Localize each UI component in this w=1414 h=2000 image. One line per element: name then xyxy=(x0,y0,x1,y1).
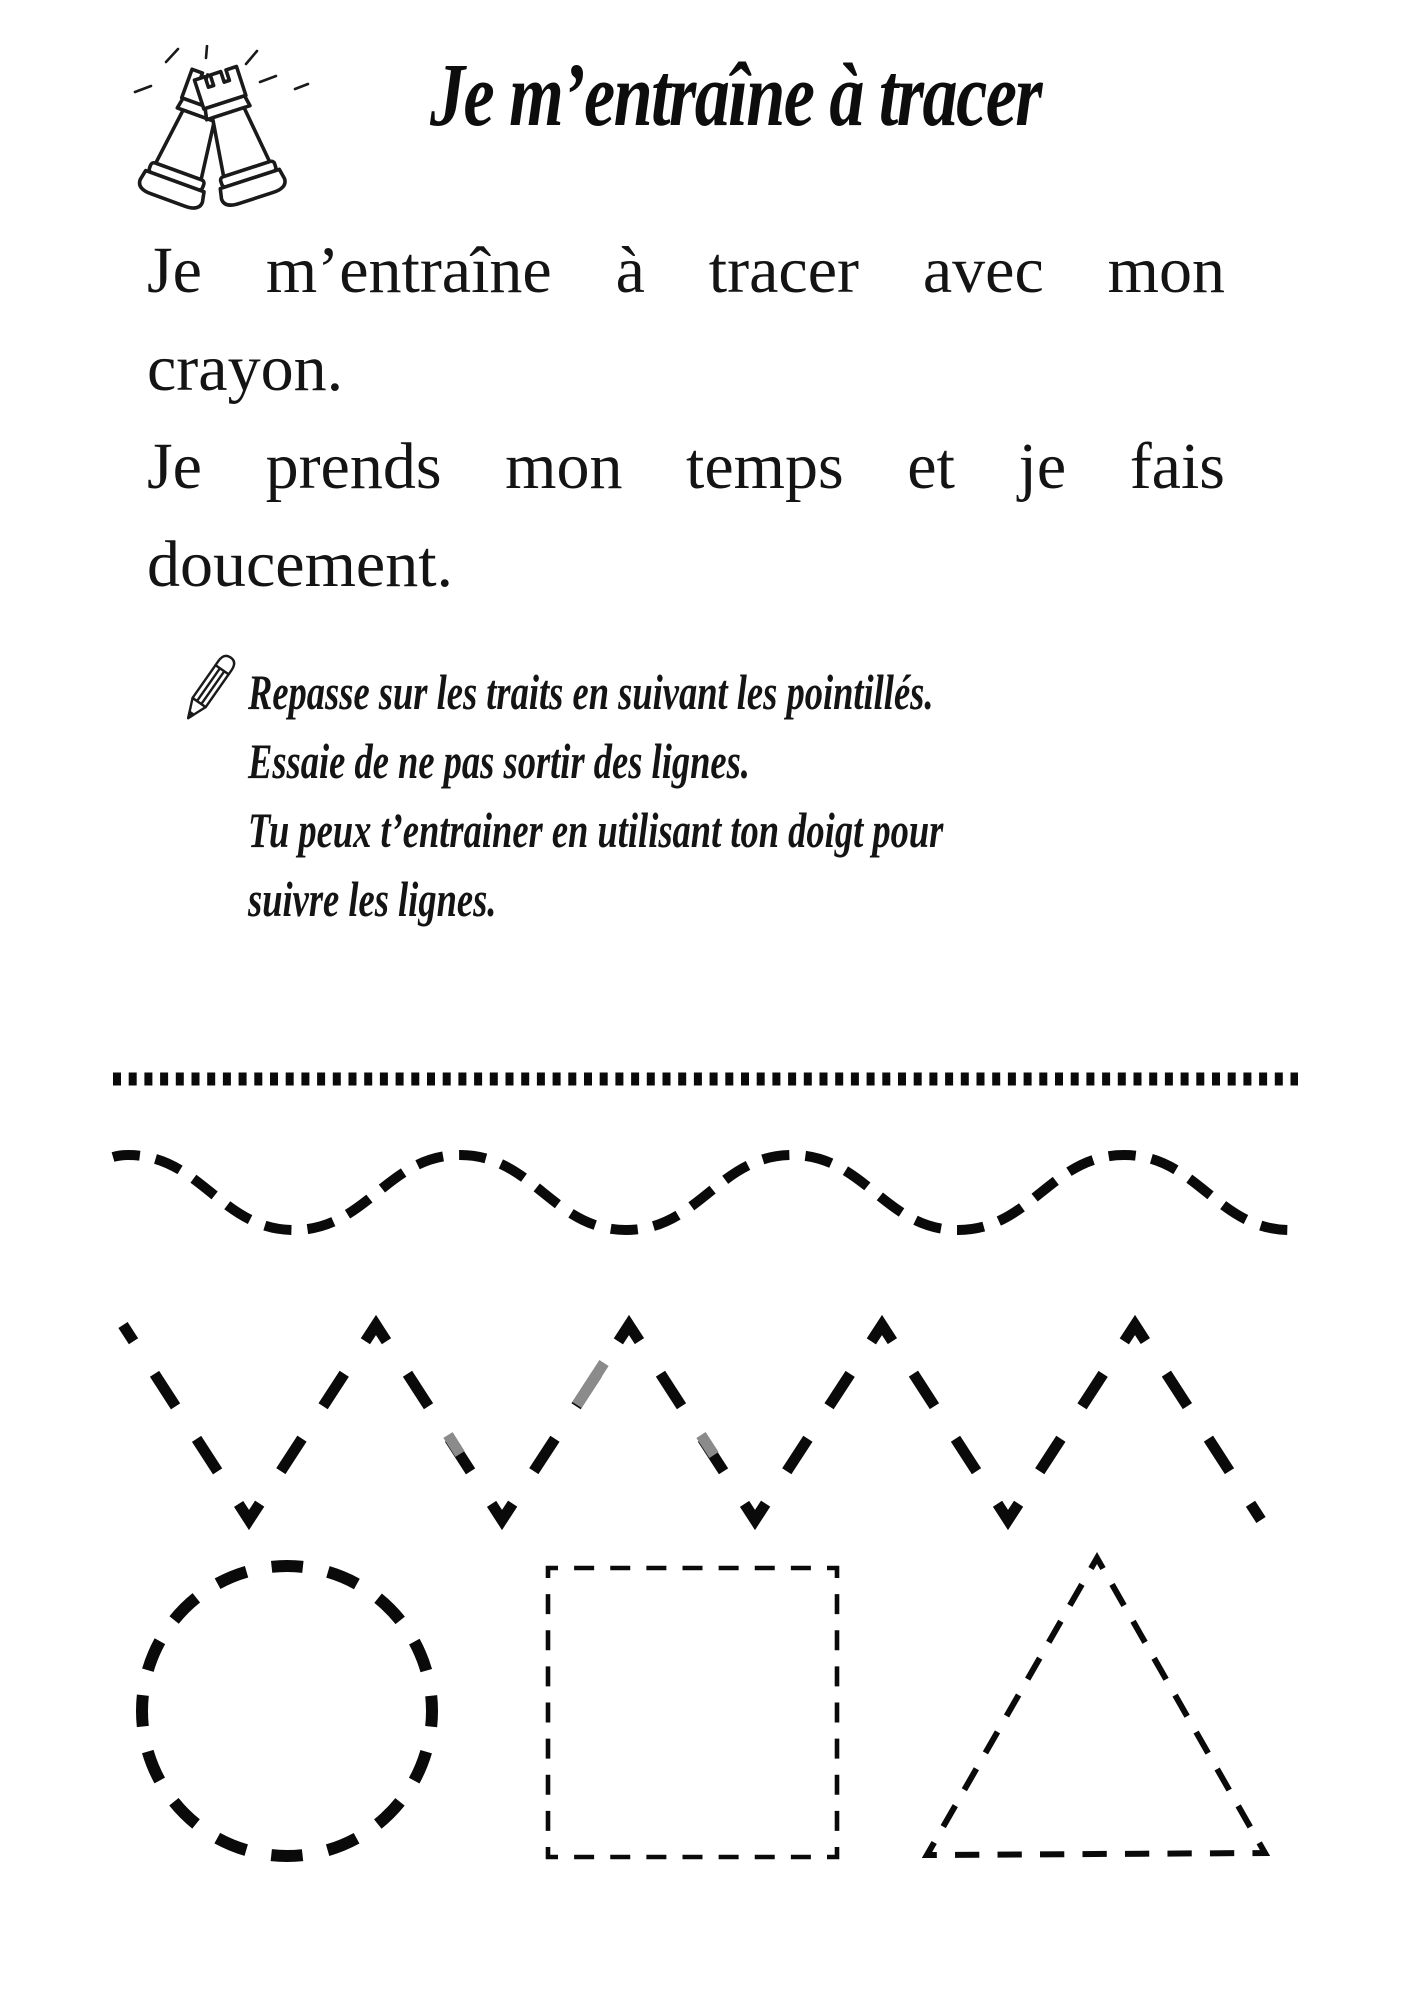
instruction-line: suivre les lignes. xyxy=(248,871,497,927)
intro-line: crayon. xyxy=(147,332,344,405)
instruction-line: Tu peux t’entrainer en utilisant ton doigt pour xyxy=(248,802,944,858)
instruction-line: Repasse sur les traits en suivant les pointillés. xyxy=(248,664,934,720)
dashed-triangle xyxy=(927,1558,1265,1855)
instruction-line: Essaie de ne pas sortir des lignes. xyxy=(248,733,750,789)
intro-line: Je prends mon temps et je fais xyxy=(147,430,1225,503)
dashed-wavy-line xyxy=(113,1155,1290,1230)
intro-line: doucement. xyxy=(147,528,454,601)
intro-line: Je m’entraîne à tracer avec mon xyxy=(147,234,1225,307)
dashed-zigzag-line xyxy=(123,1325,1261,1520)
dashed-square xyxy=(548,1568,837,1857)
dashed-circle xyxy=(142,1566,432,1856)
zigzag-faded-dashes xyxy=(448,1363,714,1455)
page-title: Je m’entraîne à tracer xyxy=(430,46,1042,145)
